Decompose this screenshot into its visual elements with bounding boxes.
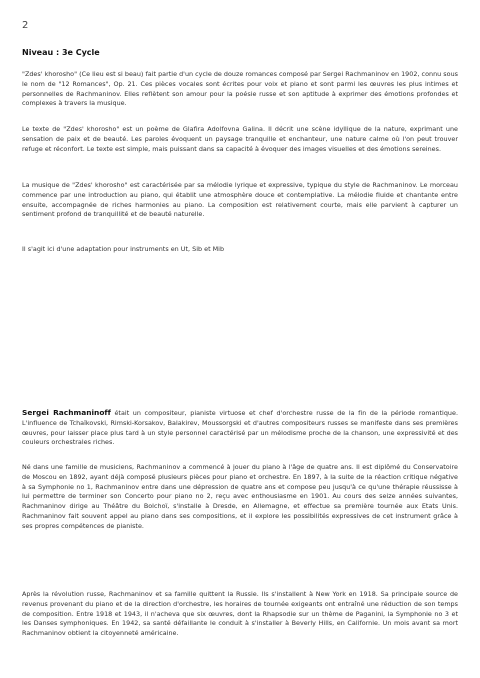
intro-paragraph-1: "Zdes' khorosho" (Ce lieu est si beau) fait partie d'un cycle de douze romances composé par Sergei Rachmaninov en 1902, connu sous le nom de "12 Romances", Op. 21. Ces pièces vocales sont écrites pour voix et piano et sont parmi les œuvres les plus intimes et personnelles de Rachmaninov. Elles reflètent son amour pour la poésie russe et son aptitude à exprimer des émotions profondes et complexes à travers la musique. [22, 70, 458, 108]
biography-paragraph-2: Né dans une famille de musiciens, Rachmaninov a commencé à jouer du piano à l'âge de quatre ans. Il est diplômé du Conservatoire de Moscou en 1892, ayant déjà composé plusieurs pièces pour piano et orchestre. En 1897, à la suite de la réaction critique négative à sa Symphonie no 1, Rachmaninov entre dans une dépression de quatre ans et compose peu jusqu'à ce qu'une thérapie réussisse à lui permettre de terminer son Concerto pour piano no 2, reçu avec enthousiasme en 1901. Au cours des seize années suivantes, Rachmaninov dirige au Théâtre du Bolchoï, s'installe à Dresde, en Allemagne, et effectue sa première tournée aux Etats Unis. Rachmaninov fait souvent appel au piano dans ses compositions, et il explore les possibilités expressives de cet instrument grâce à ses propres compétences de pianiste. [22, 463, 458, 530]
biography-paragraph-3: Après la révolution russe, Rachmaninov et sa famille quittent la Russie. Ils s'installent à New York en 1918. Sa principale source de revenus provenant du piano et de la direction d'orchestre, les horaires de tournée exigeants ont entraîné une réduction de son temps de composition. Entre 1918 et 1943, il n'acheva que six œuvres, dont la Rhapsodie sur un thème de Paganini, la Symphonie no 3 et les Danses symphoniques. En 1942, sa santé défaillante le conduit à s'installer à Beverly Hills, en Californie. Un mois avant sa mort Rachmaninov obtient la citoyenneté américaine. [22, 590, 458, 638]
intro-paragraph-3: La musique de "Zdes' khorosho" est caractérisée par sa mélodie lyrique et expressive, typique du style de Rachmaninov. Le morceau commence par une introduction au piano, qui établit une atmosphère douce et contemplative. La mélodie fluide et chantante entre ensuite, accompagnée de riches harmonies au piano. La composition est relativement courte, mais elle parvient à capturer un sentiment profond de tranquillité et de beauté naturelle. [22, 181, 458, 219]
level-heading: Niveau : 3e Cycle [22, 48, 100, 57]
composer-name: Sergei Rachmaninoff [22, 408, 111, 417]
intro-paragraph-2: Le texte de "Zdes' khorosho" est un poème de Glafira Adolfovna Galina. Il décrit une scène idyllique de la nature, exprimant une sensation de paix et de beauté. Les paroles évoquent un paysage tranquille et enchanteur, une nature calme où l'on peut trouver refuge et réconfort. Le texte est simple, mais puissant dans sa capacité à évoquer des images visuelles et des émotions sereines. [22, 125, 458, 153]
adaptation-note: Il s'agit ici d'une adaptation pour instruments en Ut, Sib et Mib [22, 245, 225, 253]
biography-paragraph-1 [22, 408, 458, 448]
biography-intro-text: était un compositeur, pianiste virtuose et chef d'orchestre russe de la fin de la période romantique. L'influence de Tchaïkovski, Rimski-Korsakov, Balakirev, Moussorgski et d'autres compositeurs russes se manifeste dans ses premières œuvres, pour laisser place plus tard à un style personnel caractérisé par un mélodisme proche de la chanson, une expressivité et des couleurs orchestrales riches. [22, 409, 458, 447]
page-number: 2 [22, 20, 29, 31]
